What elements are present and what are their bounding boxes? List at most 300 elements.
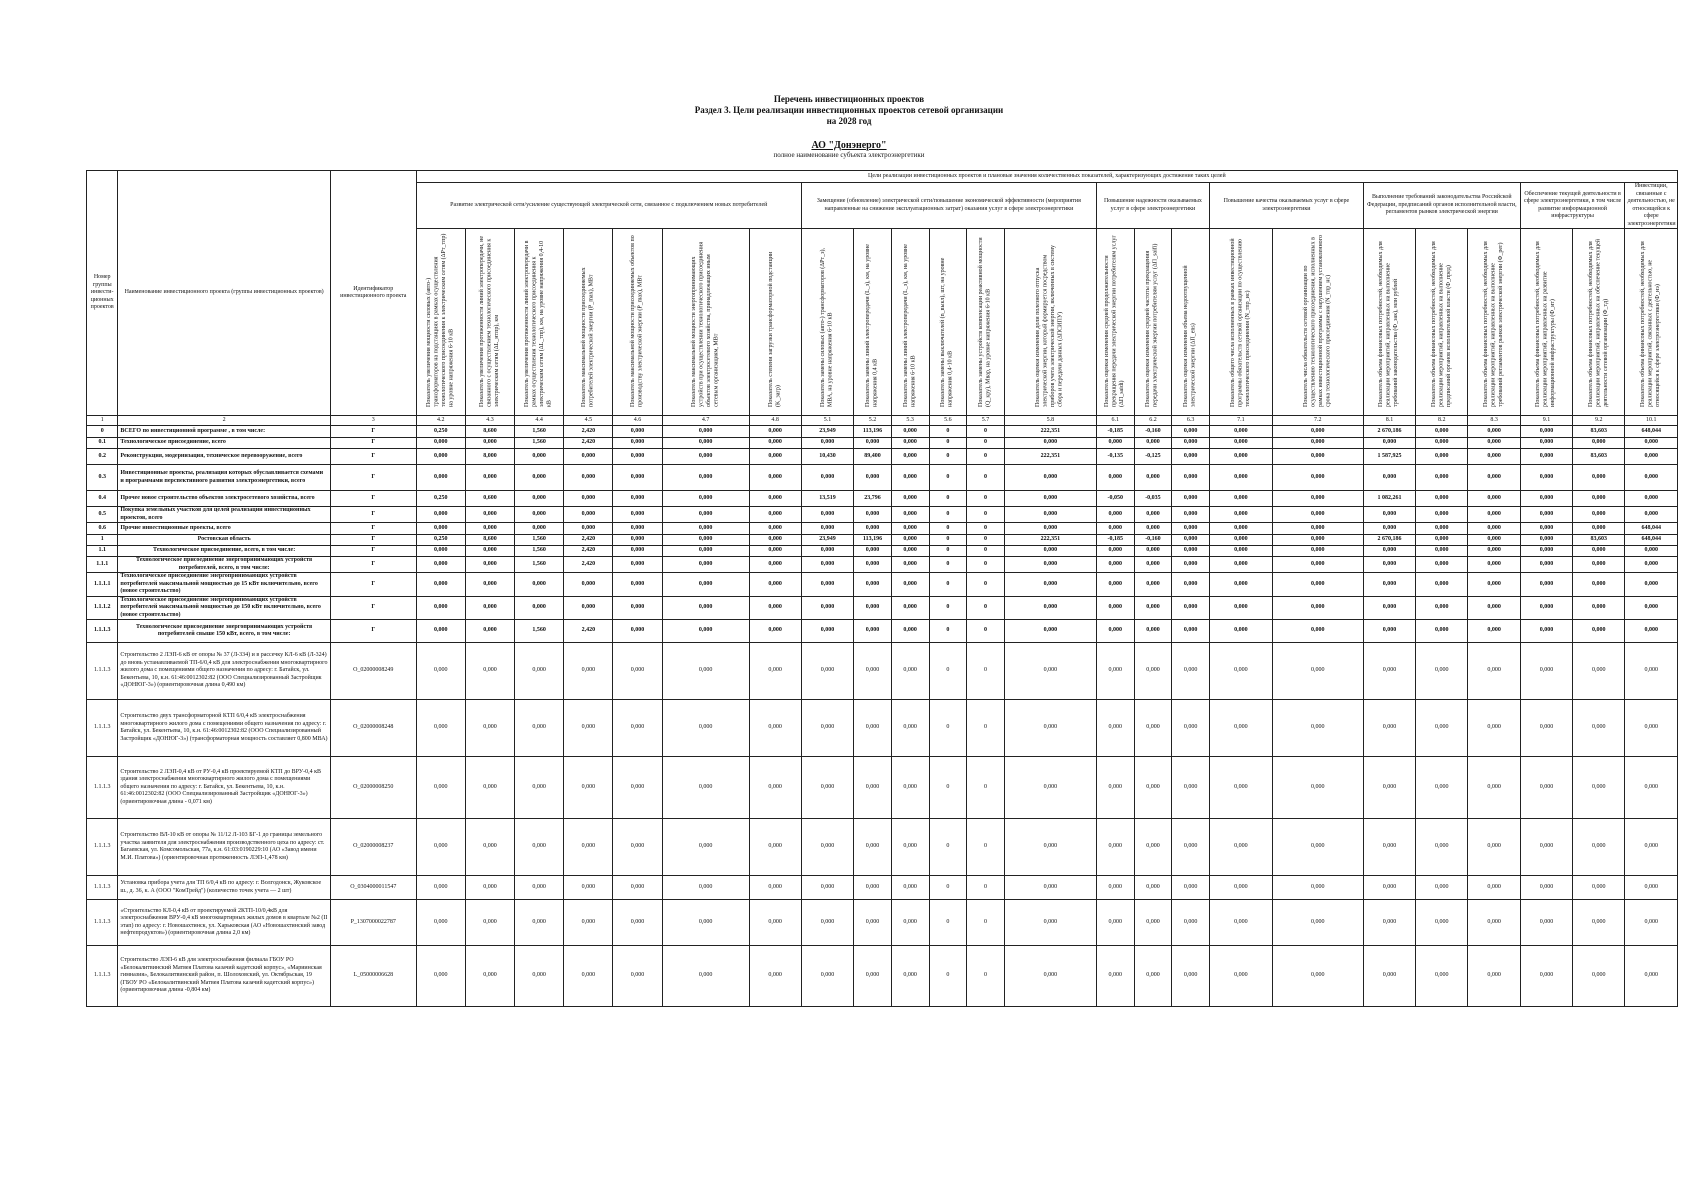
- row-value: 0,000: [564, 491, 613, 507]
- row-value: 0,000: [891, 596, 929, 620]
- table-row: [87, 438, 1678, 449]
- row-value: 0,000: [416, 819, 465, 876]
- row-value: 0,000: [1134, 819, 1172, 876]
- row-value: 0,000: [662, 946, 749, 1007]
- row-value: 0,000: [465, 819, 514, 876]
- row-value: 0,000: [1096, 438, 1134, 449]
- row-value: 0,000: [1468, 491, 1520, 507]
- row-value: 0,000: [613, 596, 662, 620]
- row-value: 0,000: [1134, 557, 1172, 573]
- row-value: 0,000: [801, 757, 853, 819]
- header-indicator-label: Показатель объема финансовых потребностей, необходимых для реализации мероприятий, направленных на обеспечение текущей деятельности сетевой организации (Ф_тд): [1587, 239, 1609, 408]
- row-value: -0,160: [1134, 535, 1172, 546]
- row-value: 0,000: [749, 620, 801, 643]
- row-group-number: 1: [87, 535, 118, 546]
- row-value: 0,250: [416, 426, 465, 438]
- header-indicator-label: Показатель объема финансовых потребностей, необходимых для реализации мероприятий, направленных на развитие информационной инфраструктуры (Ф_ит): [1535, 241, 1557, 408]
- row-value: 0,000: [1520, 557, 1572, 573]
- row-value: 0,000: [1172, 465, 1210, 491]
- row-value: 0: [929, 557, 967, 573]
- row-value: 0,000: [1272, 535, 1363, 546]
- row-value: 0,000: [1004, 507, 1096, 523]
- row-value: 0,000: [1363, 700, 1415, 757]
- row-group-number: 1.1: [87, 546, 118, 557]
- row-value: 0,000: [1172, 757, 1210, 819]
- table-row: [87, 546, 1678, 557]
- row-value: 0,000: [515, 573, 564, 597]
- row-value: 0,000: [1172, 438, 1210, 449]
- row-value: 0,000: [1096, 876, 1134, 900]
- row-value: 0,000: [1573, 507, 1625, 523]
- row-value: 0,000: [1468, 700, 1520, 757]
- header-group-number: Номер группы инвести-ционных проектов: [87, 171, 118, 416]
- row-project-name: Технологическое присоединение энергопринимающих устройств потребителей максимальной мощностью до 150 кВт включительно, всего (новое строительство): [118, 596, 330, 620]
- row-value: 0,000: [1363, 643, 1415, 700]
- row-value: 0,000: [515, 465, 564, 491]
- row-value: 0,000: [1363, 507, 1415, 523]
- row-value: 0: [967, 620, 1005, 643]
- header-indicator-label: Показатель объема финансовых потребностей, необходимых для реализации мероприятий, направленных на выполнение требований регламентов рынков электрической энергии (Ф_рег): [1482, 241, 1504, 408]
- investment-goals-table: [86, 170, 1678, 1007]
- row-value: 0,000: [1096, 573, 1134, 597]
- row-value: 0,000: [749, 546, 801, 557]
- header-project-id: Идентификатор инвестиционного проекта: [330, 171, 416, 416]
- row-value: 0,000: [1416, 573, 1468, 597]
- column-number: 3: [330, 416, 416, 426]
- row-value: 0,000: [515, 900, 564, 946]
- row-value: 0,000: [1416, 491, 1468, 507]
- row-value: 0,000: [1625, 491, 1678, 507]
- row-value: 0,000: [749, 876, 801, 900]
- row-value: 0,000: [416, 465, 465, 491]
- row-value: 0,000: [1272, 438, 1363, 449]
- row-value: 0,000: [1416, 535, 1468, 546]
- row-value: 0,000: [1468, 557, 1520, 573]
- row-value: 0,000: [1209, 491, 1272, 507]
- header-indicator: [1096, 229, 1134, 416]
- row-value: 0,000: [613, 700, 662, 757]
- header-goals: Цели реализации инвестиционных проектов и плановые значения количественных показателей, характеризующих достижение таких целей: [416, 171, 1677, 183]
- row-value: 0,000: [1004, 546, 1096, 557]
- row-value: 0,000: [613, 535, 662, 546]
- row-value: 0,000: [854, 900, 892, 946]
- row-group-number: 0.1: [87, 438, 118, 449]
- row-value: 648,044: [1625, 523, 1678, 535]
- row-value: 0,000: [1272, 946, 1363, 1007]
- row-value: 0,000: [564, 876, 613, 900]
- column-number: 10.1: [1625, 416, 1678, 426]
- row-value: 0,250: [416, 491, 465, 507]
- table-row: [87, 596, 1678, 620]
- row-value: 0,000: [613, 426, 662, 438]
- row-value: 0,000: [1209, 507, 1272, 523]
- row-value: 0,000: [1134, 573, 1172, 597]
- row-value: 0,000: [891, 546, 929, 557]
- row-project-id: L_05000006628: [330, 946, 416, 1007]
- table-row: [87, 507, 1678, 523]
- row-value: 0,000: [854, 465, 892, 491]
- row-value: 0,000: [1096, 507, 1134, 523]
- row-value: 0,000: [515, 876, 564, 900]
- header-indicator: [1625, 229, 1678, 416]
- row-value: 0,000: [1625, 449, 1678, 465]
- row-value: 0,000: [1416, 596, 1468, 620]
- title-line-2: Раздел 3. Цели реализации инвестиционных проектов сетевой организации: [694, 105, 1004, 115]
- row-value: 0,000: [1625, 438, 1678, 449]
- row-value: 0: [967, 426, 1005, 438]
- row-value: 0,000: [854, 946, 892, 1007]
- row-value: 0,000: [465, 546, 514, 557]
- row-value: 0,000: [613, 507, 662, 523]
- row-value: 0,000: [662, 596, 749, 620]
- row-value: 0,000: [662, 546, 749, 557]
- row-value: 0,000: [1363, 546, 1415, 557]
- row-value: 0: [967, 449, 1005, 465]
- row-value: 0,000: [1520, 491, 1572, 507]
- row-value: 0,000: [1209, 546, 1272, 557]
- row-value: 0,000: [564, 596, 613, 620]
- row-value: -0,050: [1096, 491, 1134, 507]
- row-project-id: Г: [330, 426, 416, 438]
- row-value: 0,000: [1520, 523, 1572, 535]
- row-value: 0,000: [1520, 643, 1572, 700]
- header-indicator-label: Показатель объема финансовых потребностей, необходимых для реализации мероприятий, направленных на выполнение требований законодательства (Ф_зак), млн рублей: [1378, 241, 1400, 408]
- row-value: 0,000: [1272, 596, 1363, 620]
- row-value: 2 670,186: [1363, 426, 1415, 438]
- row-value: 0,000: [1096, 596, 1134, 620]
- row-value: 0: [967, 876, 1005, 900]
- row-value: 0,000: [662, 900, 749, 946]
- row-value: 0,000: [854, 438, 892, 449]
- row-value: 0,000: [891, 757, 929, 819]
- row-value: 0,000: [1468, 465, 1520, 491]
- row-value: 0,000: [1096, 643, 1134, 700]
- row-value: 0,000: [1004, 643, 1096, 700]
- table-row: [87, 523, 1678, 535]
- row-value: 0,000: [891, 557, 929, 573]
- row-value: 0,000: [1209, 557, 1272, 573]
- row-group-number: 0: [87, 426, 118, 438]
- row-value: 0,000: [1172, 426, 1210, 438]
- row-value: 0,000: [1520, 507, 1572, 523]
- row-value: 0,000: [1520, 449, 1572, 465]
- row-group-number: 1.1.1.3: [87, 757, 118, 819]
- row-value: 2,420: [564, 546, 613, 557]
- row-value: 0,000: [891, 700, 929, 757]
- row-group-number: 1.1.1.1: [87, 573, 118, 597]
- row-value: 0,000: [801, 620, 853, 643]
- row-group-number: 1.1.1.3: [87, 946, 118, 1007]
- header-indicator: [1363, 229, 1415, 416]
- row-value: 0,000: [854, 523, 892, 535]
- row-value: 0,000: [749, 465, 801, 491]
- header-indicator: [1416, 229, 1468, 416]
- row-value: 0,000: [662, 557, 749, 573]
- row-value: 0,000: [662, 426, 749, 438]
- row-value: 0,000: [1209, 465, 1272, 491]
- row-value: 8,600: [465, 535, 514, 546]
- row-value: 0,000: [515, 643, 564, 700]
- row-value: 0,000: [662, 620, 749, 643]
- row-value: 0: [967, 643, 1005, 700]
- row-value: 0,000: [1625, 876, 1678, 900]
- row-value: 0,000: [465, 643, 514, 700]
- header-indicator: [1209, 229, 1272, 416]
- row-value: 0,000: [465, 757, 514, 819]
- row-value: 0: [929, 523, 967, 535]
- row-value: 0: [967, 465, 1005, 491]
- row-project-id: О_02000008237: [330, 819, 416, 876]
- row-value: 2,420: [564, 426, 613, 438]
- row-value: 0,000: [1272, 876, 1363, 900]
- row-value: 648,044: [1625, 535, 1678, 546]
- row-value: 0,000: [1625, 573, 1678, 597]
- header-group-non-energy: Инвестиции, связанные с деятельностью, не относящейся к сфере электроэнергетики: [1625, 183, 1678, 229]
- table-row: [87, 535, 1678, 546]
- row-value: 13,519: [801, 491, 853, 507]
- row-value: 0,000: [1468, 819, 1520, 876]
- row-value: 1 082,261: [1363, 491, 1415, 507]
- header-indicator-label: Показатель максимальной мощности присоединяемых объектов по производству электрической энергии (P_max), МВт: [630, 235, 644, 408]
- row-value: 0: [929, 507, 967, 523]
- row-value: 1,560: [515, 426, 564, 438]
- header-group-legislation: Выполнение требований законодательства Российской Федерации, предписаний органов исполнительной власти, регламентов рынков электрической энергии: [1363, 183, 1520, 229]
- row-value: 0,000: [1468, 449, 1520, 465]
- row-value: 0,000: [1134, 546, 1172, 557]
- row-value: 0,000: [1573, 465, 1625, 491]
- header-group-development: Развитие электрической сети/усиление существующей электрической сети, связанное с подключением новых потребителей: [416, 183, 801, 229]
- row-value: 0,000: [662, 438, 749, 449]
- header-indicator-label: Показатель максимальной мощности присоединяемых потребителей электрической энергии (P_max), МВт: [580, 267, 595, 408]
- row-value: 0,000: [515, 700, 564, 757]
- row-value: 0,000: [1363, 946, 1415, 1007]
- row-value: 0,000: [564, 449, 613, 465]
- row-value: 0,000: [1004, 573, 1096, 597]
- row-value: 0,000: [801, 557, 853, 573]
- row-value: 0,000: [1625, 900, 1678, 946]
- column-number: 8.1: [1363, 416, 1415, 426]
- row-project-name: Инвестиционные проекты, реализация которых обуславливается схемами и программами перспективного развития электроэнергетики, всего: [118, 465, 330, 491]
- row-value: 0,000: [1272, 900, 1363, 946]
- row-value: 0,000: [1272, 523, 1363, 535]
- row-value: 0,000: [1004, 620, 1096, 643]
- row-value: -0,125: [1134, 449, 1172, 465]
- row-value: 0,000: [515, 449, 564, 465]
- row-project-id: О_02000008248: [330, 700, 416, 757]
- row-value: 0: [929, 876, 967, 900]
- row-value: 0: [967, 491, 1005, 507]
- row-value: 0,000: [613, 819, 662, 876]
- row-value: 0,000: [1520, 438, 1572, 449]
- row-value: 0,000: [1209, 573, 1272, 597]
- row-project-id: О_02000008250: [330, 757, 416, 819]
- column-number: 9.1: [1520, 416, 1572, 426]
- header-indicator: [967, 229, 1005, 416]
- row-value: 0,000: [1272, 573, 1363, 597]
- row-project-id: Г: [330, 620, 416, 643]
- row-value: 0,000: [1172, 491, 1210, 507]
- row-value: 0,000: [662, 491, 749, 507]
- row-value: 0,000: [1209, 535, 1272, 546]
- column-number: 6.1: [1096, 416, 1134, 426]
- row-value: 0,000: [1209, 876, 1272, 900]
- row-value: 2,420: [564, 438, 613, 449]
- row-group-number: 1.1.1: [87, 557, 118, 573]
- row-value: 0,000: [564, 900, 613, 946]
- row-value: 0,000: [1363, 900, 1415, 946]
- row-value: 0,000: [1172, 876, 1210, 900]
- row-value: 222,351: [1004, 535, 1096, 546]
- row-value: 0,000: [613, 946, 662, 1007]
- header-indicator: [515, 229, 564, 416]
- row-value: 0,000: [854, 573, 892, 597]
- header-indicator-label: Показатель замены устройств компенсации реактивной мощности (Q_кру), Мвар, на уровне напряжения 6-10 кВ: [978, 237, 992, 408]
- row-value: 0,000: [1134, 523, 1172, 535]
- row-value: 0,000: [854, 557, 892, 573]
- row-value: 0,000: [1172, 523, 1210, 535]
- row-value: 0: [967, 596, 1005, 620]
- table-row: [87, 465, 1678, 491]
- row-value: 0,000: [749, 426, 801, 438]
- row-project-id: Г: [330, 557, 416, 573]
- header-group-quality: Повышение качества оказываемых услуг в сфере электроэнергетики: [1209, 183, 1363, 229]
- row-value: -0,185: [1096, 535, 1134, 546]
- row-value: 0,000: [1134, 946, 1172, 1007]
- row-value: 0,000: [515, 757, 564, 819]
- table-row: [87, 449, 1678, 465]
- header-indicator: [1520, 229, 1572, 416]
- row-value: 0,000: [1004, 491, 1096, 507]
- title-line-1: Перечень инвестиционных проектов: [773, 94, 925, 104]
- row-value: 0,000: [662, 700, 749, 757]
- row-value: 0,000: [801, 546, 853, 557]
- row-value: 0,000: [662, 876, 749, 900]
- row-value: 0,000: [1416, 557, 1468, 573]
- header-indicator: [613, 229, 662, 416]
- row-value: 0,000: [1172, 507, 1210, 523]
- row-value: 2,420: [564, 620, 613, 643]
- row-value: 0: [967, 535, 1005, 546]
- row-group-number: 0.4: [87, 491, 118, 507]
- row-value: 0,000: [662, 643, 749, 700]
- row-value: 0,000: [564, 465, 613, 491]
- row-project-id: Г: [330, 596, 416, 620]
- row-value: 0,000: [1625, 596, 1678, 620]
- row-value: 0,000: [1096, 523, 1134, 535]
- row-value: 8,000: [465, 449, 514, 465]
- row-value: 0,000: [891, 946, 929, 1007]
- row-value: 0,000: [1004, 700, 1096, 757]
- row-value: 0,000: [1520, 535, 1572, 546]
- row-value: 0,000: [1520, 946, 1572, 1007]
- row-value: 23,796: [854, 491, 892, 507]
- row-value: 0,000: [465, 573, 514, 597]
- row-value: 0,000: [1172, 700, 1210, 757]
- row-value: 0,000: [1625, 946, 1678, 1007]
- row-value: 222,351: [1004, 426, 1096, 438]
- row-value: 0,000: [515, 946, 564, 1007]
- row-value: 0,000: [749, 573, 801, 597]
- row-value: 0,000: [854, 596, 892, 620]
- row-value: 0,000: [1573, 620, 1625, 643]
- column-number: 9.2: [1573, 416, 1625, 426]
- row-value: 0,000: [1209, 946, 1272, 1007]
- row-value: 0,000: [749, 700, 801, 757]
- row-value: 0,000: [891, 426, 929, 438]
- row-value: 0,000: [801, 596, 853, 620]
- row-value: 0,000: [662, 573, 749, 597]
- row-value: 0,000: [1004, 438, 1096, 449]
- row-group-number: 0.2: [87, 449, 118, 465]
- row-value: 0,000: [416, 573, 465, 597]
- row-value: 0,000: [801, 507, 853, 523]
- row-value: 0: [967, 900, 1005, 946]
- row-project-name: Прочие инвестиционные проекты, всего: [118, 523, 330, 535]
- row-value: 0,000: [801, 643, 853, 700]
- column-number: 6.2: [1134, 416, 1172, 426]
- row-value: 0,000: [1096, 465, 1134, 491]
- header-indicator-label: Показатель замены силовых (авто-) трансформаторов (ΔPт_з), МВА, на уровне напряжения 6-10 кВ: [819, 248, 834, 408]
- row-value: 0,000: [1172, 535, 1210, 546]
- header-indicator-label: Показатель объема финансовых потребностей, необходимых для реализации мероприятий, направленных на выполнение предписаний органов исполнительной власти (Ф_пред): [1430, 241, 1452, 408]
- row-value: 8,600: [465, 426, 514, 438]
- row-value: 0,600: [465, 491, 514, 507]
- row-group-number: 1.1.1.3: [87, 819, 118, 876]
- row-value: 0,000: [1573, 643, 1625, 700]
- row-value: 0,000: [1272, 643, 1363, 700]
- table-row: [87, 573, 1678, 597]
- column-number: 7.2: [1272, 416, 1363, 426]
- row-value: 0,000: [1363, 596, 1415, 620]
- row-value: 0,000: [1468, 946, 1520, 1007]
- row-value: 0,000: [749, 523, 801, 535]
- row-value: 0,000: [1004, 596, 1096, 620]
- row-value: 0,000: [1468, 876, 1520, 900]
- column-number: 2: [118, 416, 330, 426]
- organization-caption: полное наименование субъекта электроэнергетики: [773, 151, 925, 159]
- row-value: 0,000: [1573, 946, 1625, 1007]
- row-value: 0,000: [801, 523, 853, 535]
- row-value: 0,000: [891, 465, 929, 491]
- row-value: 0,000: [1416, 546, 1468, 557]
- row-value: -0,035: [1134, 491, 1172, 507]
- row-value: 0,000: [1134, 465, 1172, 491]
- row-project-name: Технологическое присоединение энергопринимающих устройств потребителей максимальной мощностью до 15 кВт включительно, всего (новое строительство): [118, 573, 330, 597]
- column-number: 5.2: [854, 416, 892, 426]
- row-value: 0,000: [1625, 643, 1678, 700]
- row-value: 0,000: [1209, 900, 1272, 946]
- row-value: 0,000: [1209, 643, 1272, 700]
- row-value: 1,560: [515, 620, 564, 643]
- table-row: [87, 426, 1678, 438]
- row-value: 0,000: [564, 507, 613, 523]
- row-value: 0,000: [1573, 557, 1625, 573]
- row-value: 0,000: [465, 620, 514, 643]
- row-value: 0,000: [1272, 546, 1363, 557]
- row-value: 0,000: [564, 643, 613, 700]
- row-project-name: Прочее новое строительство объектов электросетевого хозяйства, всего: [118, 491, 330, 507]
- row-project-id: Р_1307000022787: [330, 900, 416, 946]
- row-value: 0,000: [613, 546, 662, 557]
- row-value: 0,000: [613, 449, 662, 465]
- row-value: 0,000: [1363, 438, 1415, 449]
- row-value: 0,000: [1172, 900, 1210, 946]
- row-value: 0: [929, 426, 967, 438]
- row-value: 0,000: [662, 449, 749, 465]
- row-group-number: 0.5: [87, 507, 118, 523]
- row-value: 0,000: [1520, 700, 1572, 757]
- header-indicator: [1272, 229, 1363, 416]
